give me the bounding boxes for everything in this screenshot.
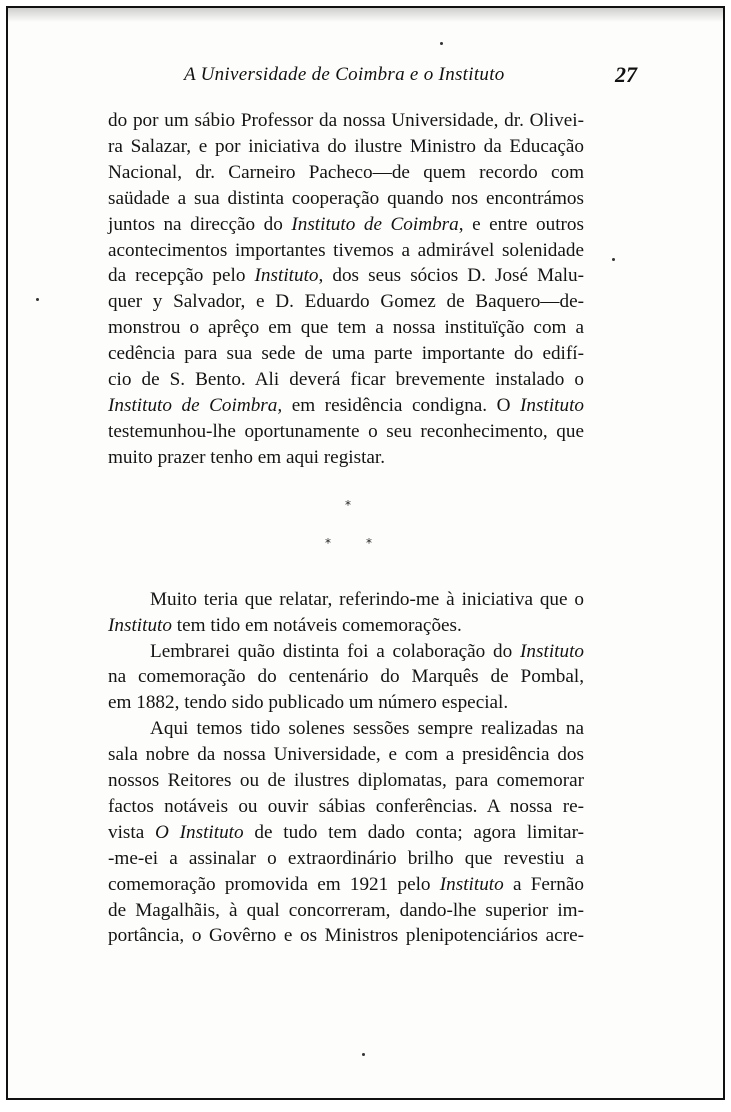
- italic-text: Instituto: [254, 265, 319, 287]
- text-run: comemoração promovida em 1921 pelo: [108, 873, 440, 895]
- text-line: [108, 716, 584, 742]
- text-line: [108, 898, 584, 924]
- paragraph-1: [108, 108, 584, 471]
- text-run: na comemoração do centenário do Marquês de Pombal,: [108, 666, 584, 688]
- text-run: monstrou o aprêço em que tem a nossa instituïção com a: [108, 317, 584, 339]
- text-line: [108, 742, 584, 768]
- text-run: Nacional, dr. Carneiro Pacheco—de quem recordo com: [108, 161, 584, 183]
- text-line: [108, 923, 584, 949]
- separator-asterisk: *: [366, 536, 372, 550]
- text-run: Muito teria que relatar, referindo-me à iniciativa que o: [150, 588, 584, 610]
- text-line: [108, 160, 584, 186]
- text-line: [108, 872, 584, 898]
- text-run: em residência condigna. O: [282, 394, 521, 416]
- text-line: [108, 690, 584, 716]
- text-run: ra Salazar, e por iniciativa do ilustre Ministro da Educação: [108, 135, 584, 157]
- text-line: [108, 794, 584, 820]
- text-run: Lembrarei quão distinta foi a colaboração do: [150, 640, 521, 662]
- text-run: da recepção pelo: [108, 265, 255, 287]
- text-line: [108, 186, 584, 212]
- text-line: [108, 393, 584, 419]
- text-run: juntos na direcção do: [108, 213, 292, 235]
- section-separator: [308, 498, 398, 558]
- text-run: , e entre outros: [458, 213, 584, 235]
- text-run: nossos Reitores ou de ilustres diplomatas, para comemorar: [108, 770, 584, 792]
- text-line: [108, 613, 584, 639]
- italic-text: Instituto de Coimbra: [291, 213, 459, 235]
- scan-speck: [36, 298, 39, 301]
- page-number: 27: [615, 62, 637, 87]
- text-run: Aqui temos tido solenes sessões sempre realizadas na: [150, 718, 584, 740]
- text-run: cedência para sua sede de uma parte importante do edifí-: [108, 343, 584, 365]
- text-line: [108, 367, 584, 393]
- text-line: [108, 639, 584, 665]
- text-line: [108, 289, 584, 315]
- text-line: [108, 846, 584, 872]
- text-line: [108, 445, 584, 471]
- text-run: a Fernão: [503, 873, 584, 895]
- italic-text: Instituto: [108, 614, 172, 636]
- italic-text: O Instituto: [155, 821, 244, 843]
- paragraph-2: [108, 587, 584, 639]
- text-run: saüdade a sua distinta cooperação quando nos encontrámos: [108, 187, 584, 209]
- text-line: [108, 263, 584, 289]
- text-run: factos notáveis ou ouvir sábias conferências. A nossa re-: [108, 795, 584, 817]
- text-line: [108, 108, 584, 134]
- text-line: [108, 238, 584, 264]
- text-run: , dos seus sócios D. José Malu-: [318, 265, 584, 287]
- separator-asterisk: *: [325, 536, 331, 550]
- text-line: [108, 768, 584, 794]
- text-run: -me-ei a assinalar o extraordinário brilho que revestiu a: [108, 847, 584, 869]
- text-line: [108, 134, 584, 160]
- text-run: acontecimentos importantes tivemos a admirável solenidade: [108, 239, 584, 261]
- text-run: testemunhou-lhe oportunamente o seu reconhecimento, que: [108, 420, 584, 442]
- text-line: [108, 212, 584, 238]
- text-run: tem tido em notáveis comemorações.: [171, 614, 462, 636]
- text-run: de Magalhãis, à qual concorreram, dando-lhe superior im-: [108, 899, 584, 921]
- separator-asterisk: *: [345, 498, 351, 512]
- text-run: muito prazer tenho em aqui registar.: [108, 446, 386, 468]
- italic-text: Instituto: [520, 394, 584, 416]
- italic-text: Instituto: [439, 873, 504, 895]
- text-line: [108, 419, 584, 445]
- scan-speck: [362, 1053, 365, 1056]
- text-run: quer y Salvador, e D. Eduardo Gomez de Baquero—de-: [108, 291, 584, 313]
- paragraph-3: [108, 639, 584, 717]
- paragraph-4: [108, 716, 584, 949]
- scanned-page: [6, 6, 725, 1100]
- text-run: cio de S. Bento. Ali deverá ficar brevemente instalado o: [108, 369, 584, 391]
- text-run: vista: [108, 821, 156, 843]
- text-line: [108, 664, 584, 690]
- text-run: em 1882, tendo sido publicado um número especial.: [108, 692, 509, 714]
- scan-shadow: [8, 8, 723, 22]
- text-line: [108, 587, 584, 613]
- text-line: [108, 820, 584, 846]
- page-header: [108, 64, 683, 94]
- italic-text: Instituto de Coimbra,: [108, 394, 283, 416]
- text-run: de tudo tem dado conta; agora limitar-: [243, 821, 584, 843]
- text-run: portância, o Govêrno e os Ministros plenipotenciários acre-: [108, 925, 584, 947]
- italic-text: Instituto: [520, 640, 584, 662]
- text-line: [108, 315, 584, 341]
- scan-speck: [440, 42, 443, 45]
- text-run: sala nobre da nossa Universidade, e com a presidência dos: [108, 744, 584, 766]
- scan-speck: [612, 258, 615, 261]
- text-run: do por um sábio Professor da nossa Universidade, dr. Olivei-: [108, 110, 584, 131]
- text-line: [108, 341, 584, 367]
- running-title: A Universidade de Coimbra e o Instituto: [184, 64, 505, 85]
